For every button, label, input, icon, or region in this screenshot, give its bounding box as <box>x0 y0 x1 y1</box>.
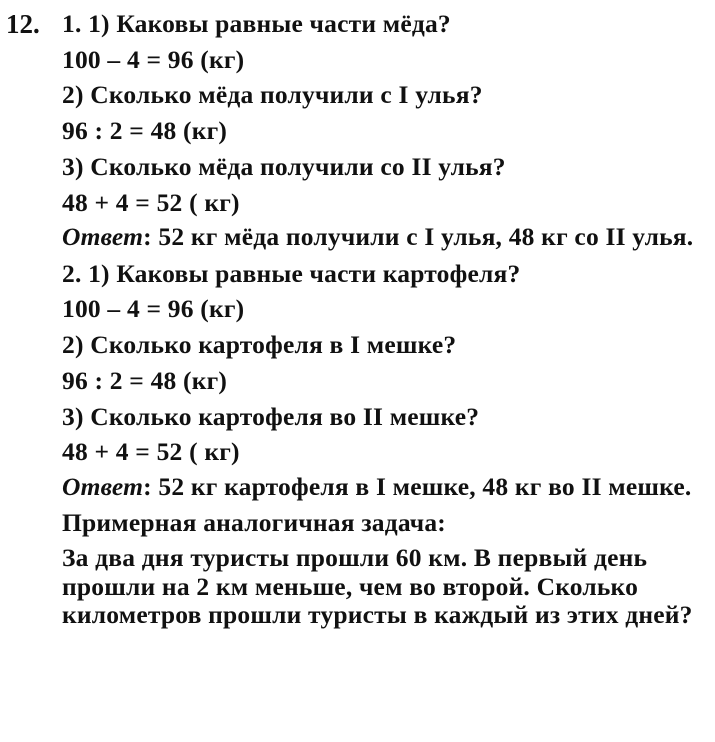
part2-answer <box>62 470 707 506</box>
solution-content <box>62 6 707 634</box>
part2-question-3: 3) Сколько картофеля во II мешке? <box>62 401 480 431</box>
part2-expression-2: 96 : 2 = 48 (кг) <box>62 365 228 395</box>
problem-number: 12. <box>6 9 40 39</box>
part1-question-2: 2) Сколько мёда получили с I улья? <box>62 80 483 110</box>
part1-question-3: 3) Сколько мёда получили со II улья? <box>62 151 506 181</box>
similar-task-text: За два дня туристы прошли 60 км. В первый день прошли на 2 км меньше, чем во второй. Сколько километров прошли туристы в каждый из этих дней? <box>62 543 693 630</box>
part2-question-1: 2. 1) Каковы равные части картофеля? <box>62 258 521 288</box>
similar-task-heading: Примерная аналогичная задача: <box>62 508 446 538</box>
part2-expression-1: 100 – 4 = 96 (кг) <box>62 294 245 324</box>
part2-answer-text: : 52 кг картофеля в I мешке, 48 кг во II мешке. <box>143 471 692 501</box>
part1-answer-label: Ответ <box>62 222 144 252</box>
part1-expression-2: 96 : 2 = 48 (кг) <box>62 116 228 146</box>
part1-expression-3: 48 + 4 = 52 ( кг) <box>62 187 240 217</box>
part1-answer-text: : 52 кг мёда получили с I улья, 48 кг со II улья. <box>143 222 694 252</box>
part1-expression-1: 100 – 4 = 96 (кг) <box>62 44 245 74</box>
part2-expression-3: 48 + 4 = 52 ( кг) <box>62 437 240 467</box>
part1-answer <box>62 220 707 256</box>
part2-question-2: 2) Сколько картофеля в I мешке? <box>62 330 457 360</box>
part2-answer-label: Ответ <box>62 471 144 501</box>
part1-question-1: 1. 1) Каковы равные части мёда? <box>62 9 451 38</box>
